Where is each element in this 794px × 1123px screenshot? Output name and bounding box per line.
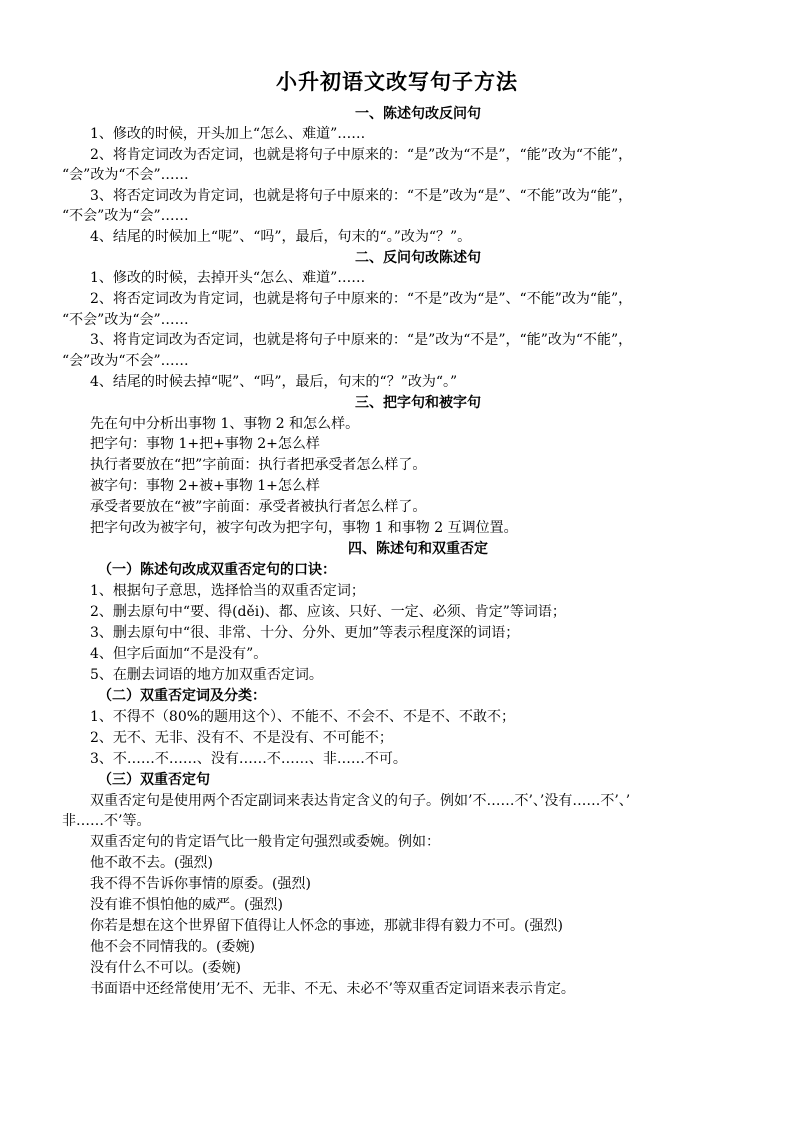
text-line: 我不得不告诉你事情的原委。(强烈) (90, 876, 311, 892)
text-line: 书面语中还经常使用’无不、无非、不无、未必不’等双重否定词语来表示肯定。 (90, 981, 575, 997)
section-heading-1: 一、陈述句改反问句 (355, 106, 481, 122)
text-line: “会”改为“不会”…… (62, 353, 189, 369)
text-line: 1、修改的时候，开头加上“怎么、难道”…… (90, 126, 366, 142)
text-line: “不会”改为“会”…… (62, 208, 189, 224)
section-heading-4: 四、陈述句和双重否定 (348, 541, 488, 557)
section-heading-2: 二、反问句改陈述句 (355, 250, 481, 266)
text-line: 承受者要放在“被”字前面：承受者被执行者怎么样了。 (90, 499, 427, 515)
text-line: 5、在删去词语的地方加双重否定词。 (90, 667, 323, 683)
text-line: 2、将肯定词改为否定词，也就是将句子中原来的：“是”改为“不是”，“能”改为“不能”， (90, 147, 633, 163)
text-line: 没有谁不惧怕他的威严。(强烈) (90, 897, 283, 913)
section-heading-3: 三、把字句和被字句 (355, 395, 481, 411)
subsection-heading: （一）陈述句改成双重否定句的口诀： (98, 562, 336, 578)
text-line: 他不敢不去。(强烈) (90, 855, 213, 871)
text-line: 先在句中分析出事物 1、事物 2 和怎么样。 (90, 416, 360, 432)
text-line: 3、不……不……、没有……不……、非……不可。 (90, 751, 407, 767)
text-line: 你若是想在这个世界留下值得让人怀念的事迹，那就非得有毅力不可。(强烈) (90, 918, 563, 934)
text-line: 他不会不同情我的。(委婉) (90, 939, 255, 955)
text-line: 3、将否定词改为肯定词，也就是将句子中原来的：“不是”改为“是”、“不能”改为“能”， (90, 188, 633, 204)
subsection-heading: （二）双重否定词及分类： (98, 688, 266, 704)
text-line: 把字句改为被字句，被字句改为把字句，事物 1 和事物 2 互调位置。 (90, 520, 518, 536)
text-line: 4、结尾的时候去掉“呢”、“吗”，最后，句末的“？”改为“。” (90, 374, 458, 390)
text-line: 4、结尾的时候加上“呢”、“吗”，最后，句末的“。”改为“？”。 (90, 229, 472, 245)
text-line: 没有什么不可以。(委婉) (90, 960, 241, 976)
text-line: 双重否定句是使用两个否定副词来表达肯定含义的句子。例如’不……不’、’没有……不’、’ (90, 793, 631, 809)
text-line: 被字句：事物 2+被+事物 1+怎么样 (90, 478, 320, 494)
text-line: “会”改为“不会”…… (62, 167, 189, 183)
text-line: 3、删去原句中“很、非常、十分、分外、更加”等表示程度深的词语； (90, 625, 520, 641)
text-line: 1、不得不（80%的题用这个）、不能不、不会不、不是不、不敢不； (90, 709, 516, 725)
text-line: 1、根据句子意思，选择恰当的双重否定词； (90, 583, 365, 599)
text-line: 双重否定句的肯定语气比一般肯定句强烈或委婉。例如： (90, 834, 440, 850)
text-line: “不会”改为“会”…… (62, 312, 189, 328)
text-line: 非……不’等。 (62, 813, 151, 829)
subsection-heading: （三）双重否定句 (98, 772, 210, 788)
text-line: 2、无不、无非、没有不、不是没有、不可能不； (90, 730, 393, 746)
text-line: 4、但字后面加“不是没有”。 (90, 646, 268, 662)
text-line: 3、将肯定词改为否定词，也就是将句子中原来的：“是”改为“不是”，“能”改为“不能”， (90, 332, 633, 348)
text-line: 把字句：事物 1+把+事物 2+怎么样 (90, 436, 320, 452)
text-line: 2、删去原句中“要、得(děi)、都、应该、只好、一定、必须、肯定”等词语； (90, 604, 566, 620)
page-title: 小升初语文改写句子方法 (276, 70, 518, 94)
text-line: 1、修改的时候，去掉开头“怎么、难道”…… (90, 270, 366, 286)
text-line: 2、将否定词改为肯定词，也就是将句子中原来的：“不是”改为“是”、“不能”改为“能”， (90, 291, 633, 307)
text-line: 执行者要放在“把”字前面：执行者把承受者怎么样了。 (90, 457, 427, 473)
